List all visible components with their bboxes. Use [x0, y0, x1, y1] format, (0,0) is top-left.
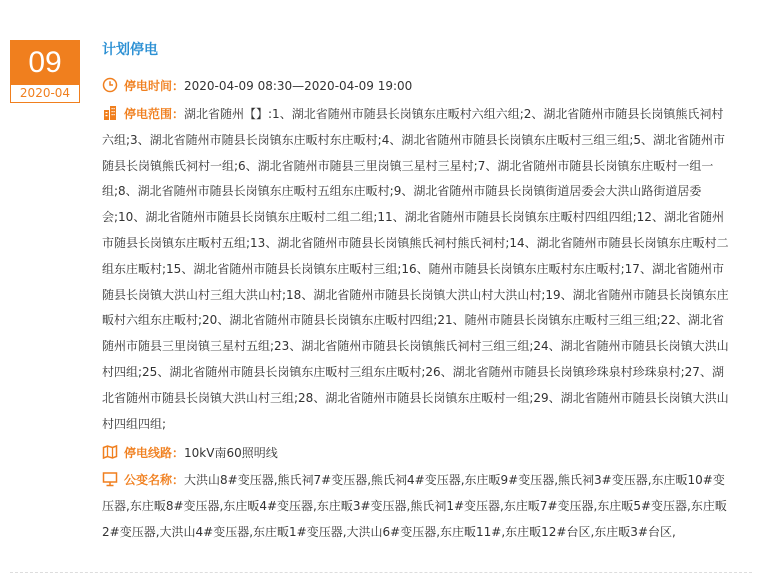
clock-icon — [102, 77, 118, 93]
outage-line-row — [102, 441, 730, 467]
outage-time-label: 停电时间： — [124, 79, 185, 93]
outage-range-label: 停电范围： — [124, 107, 185, 121]
outage-line-label: 停电线路： — [124, 446, 185, 460]
outage-time-value: 2020-04-09 08:30—2020-04-09 19:00 — [184, 79, 413, 93]
outage-line-value: 10kV南60照明线 — [184, 446, 278, 460]
outage-range-value: 湖北省随州【】:1、湖北省随州市随县长岗镇东庄畈村六组六组;2、湖北省随州市随县长岗镇熊氏祠村六组;3、湖北省随州市随县长岗镇东庄畈村东庄畈村;4、湖北省随州市随县长岗镇东庄畈村三组三组;5、湖北省随州市随县长岗镇熊氏祠村一组;6、湖北省随州市随县三里岗镇三星村三星村;7、湖北省随州市随县长岗镇东庄畈村一组一组;8、湖北省随州市随县长岗镇东庄畈村五组东庄畈村;9、湖北省随州市随县长岗镇街道居委会大洪山路街道居委会;10、湖北省随州市随县长岗镇东庄畈村二组二组;11、湖北省随州市随县长岗镇东庄畈村四组四组;12、湖北省随州市随县长岗镇东庄畈村五组;13、湖北省随州市随县长岗镇熊氏祠村熊氏祠村;14、湖北省随州市随县长岗镇东庄畈村二组东庄畈村;15、湖北省随州市随县长岗镇东庄畈村三组;16、随州市随县长岗镇东庄畈村东庄畈村;17、湖北省随州市随县长岗镇大洪山村三组大洪山村;18、湖北省随州市随县长岗镇大洪山村大洪山村;19、湖北省随州市随县长岗镇东庄畈村六组东庄畈村;20、湖北省随州市随县长岗镇东庄畈村四组;21、随州市随县长岗镇东庄畈村三组三组;22、湖北省随州市随县三里岗镇三星村五组;23、湖北省随州市随县长岗镇熊氏祠村三组三组;24、湖北省随州市随县长岗镇大洪山村四组;25、湖北省随州市随县长岗镇东庄畈村三组东庄畈村;26、湖北省随州市随县长岗镇珍珠泉村珍珠泉村;27、湖北省随州市随县长岗镇大洪山村三组;28、湖北省随州市随县长岗镇东庄畈村一组;29、湖北省随州市随县长岗镇大洪山村四组四组; — [102, 107, 729, 431]
substation-value: 大洪山8#变压器,熊氏祠7#变压器,熊氏祠4#变压器,东庄畈9#变压器,熊氏祠3#变压器,东庄畈10#变压器,东庄畈8#变压器,东庄畈4#变压器,东庄畈3#变压器,熊氏祠1#变压器,东庄畈7#变压器,东庄畈5#变压器,东庄畈2#变压器,大洪山4#变压器,东庄畈1#变压器,大洪山6#变压器,东庄畈11#,东庄畈12#台区,东庄畈3#台区, — [102, 473, 727, 539]
outage-range-row — [102, 102, 730, 437]
monitor-icon — [102, 471, 118, 487]
outage-time-row — [102, 74, 730, 100]
building-icon — [102, 105, 118, 121]
divider — [10, 572, 752, 573]
substation-row — [102, 468, 730, 545]
date-badge — [10, 40, 80, 104]
notice-title[interactable]: 计划停电 — [102, 42, 158, 58]
date-day: 09 — [10, 40, 80, 85]
date-year-month: 2020-04 — [10, 85, 80, 103]
map-icon — [102, 444, 118, 460]
substation-label: 公变名称： — [124, 473, 185, 487]
